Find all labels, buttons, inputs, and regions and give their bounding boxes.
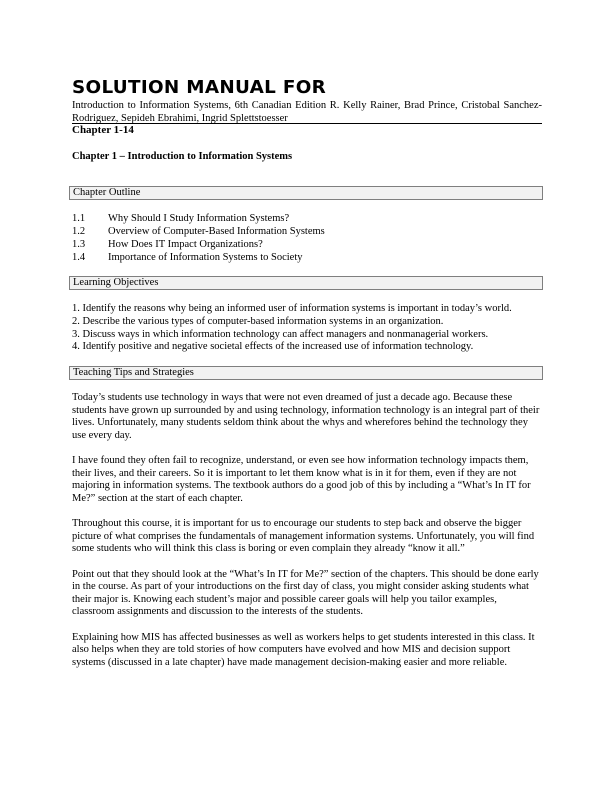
chapter-outline-list bbox=[72, 212, 325, 264]
outline-item-text: Importance of Information Systems to Society bbox=[108, 252, 303, 263]
outline-item-number: 1.2 bbox=[72, 226, 86, 237]
tips-paragraph: Today’s students use technology in ways that were not even dreamed of just a decade ago. Because these students have grown up surrounded by and using technology, information technology is an integral part of their lives. Unfortunately, many students seldom think about the whys and wherefores behind the technology they use every day. bbox=[72, 392, 540, 441]
teaching-tips-body bbox=[72, 392, 542, 682]
chapter-range: Chapter 1-14 bbox=[72, 124, 134, 136]
outline-item-text: Overview of Computer-Based Information Systems bbox=[108, 226, 325, 237]
book-subtitle: Introduction to Information Systems, 6th Canadian Edition R. Kelly Rainer, Brad Prince, Cristobal Sanchez-Rodriguez, Sepideh Ebrahimi, Ingrid Splettstoesser bbox=[72, 100, 542, 124]
objective-item: 4. Identify positive and negative societal effects of the increased use of information technology. bbox=[72, 341, 474, 353]
chapter-title: Chapter 1 – Introduction to Information Systems bbox=[72, 151, 293, 162]
outline-item-number: 1.1 bbox=[72, 213, 86, 224]
tips-paragraph: Throughout this course, it is important for us to encourage our students to step back and observe the bigger picture of what comprises the fundamentals of management information systems. Unfortunately, you will find some students who will think this class is boring or even complain they already “know it all.” bbox=[72, 518, 535, 554]
outline-item bbox=[72, 238, 325, 251]
outline-item-number: 1.3 bbox=[72, 239, 86, 250]
tips-paragraph: Point out that they should look at the “What’s In IT for Me?” section of the chapters. This should be done early in the course. As part of your introductions on the first day of class, you might consider asking students what their major is. Knowing each student’s major and possible career goals will help you tailor examples, classroom assignments and discussion to the interests of the students. bbox=[72, 568, 539, 617]
objective-item: 2. Describe the various types of computer-based information systems in an organization. bbox=[72, 315, 444, 327]
outline-item-text: Why Should I Study Information Systems? bbox=[108, 213, 290, 224]
objective-item: 3. Discuss ways in which information technology can affect managers and nonmanagerial workers. bbox=[72, 328, 489, 340]
outline-item-text: How Does IT Impact Organizations? bbox=[108, 239, 263, 250]
learning-objectives-list bbox=[72, 303, 544, 354]
objective-item: 1. Identify the reasons why being an informed user of information systems is important in today’s world. bbox=[72, 303, 512, 314]
outline-item bbox=[72, 251, 325, 264]
section-heading-objectives: Learning Objectives bbox=[69, 276, 543, 290]
tips-paragraph: I have found they often fail to recognize, understand, or even see how information technology impacts them, their lives, and their careers. So it is important to let them know what is in it for them, even if they are not majoring in information systems. The textbook authors do a good job of this by including a “What’s In IT for Me?” section at the start of each chapter. bbox=[72, 455, 531, 504]
outline-item-number: 1.4 bbox=[72, 252, 86, 263]
tips-paragraph: Explaining how MIS has affected businesses as well as workers helps to get students interested in this class. It also helps when they are told stories of how computers have evolved and how MIS and decision support systems (discussed in a late chapter) have made management decision-making easier and more reliable. bbox=[72, 631, 535, 668]
outline-item bbox=[72, 212, 325, 225]
title-block bbox=[72, 77, 542, 125]
outline-item bbox=[72, 225, 325, 238]
title-divider bbox=[72, 123, 542, 124]
section-heading-tips: Teaching Tips and Strategies bbox=[69, 366, 543, 380]
manual-title: SOLUTION MANUAL FOR bbox=[72, 77, 327, 98]
section-heading-outline: Chapter Outline bbox=[69, 186, 543, 200]
